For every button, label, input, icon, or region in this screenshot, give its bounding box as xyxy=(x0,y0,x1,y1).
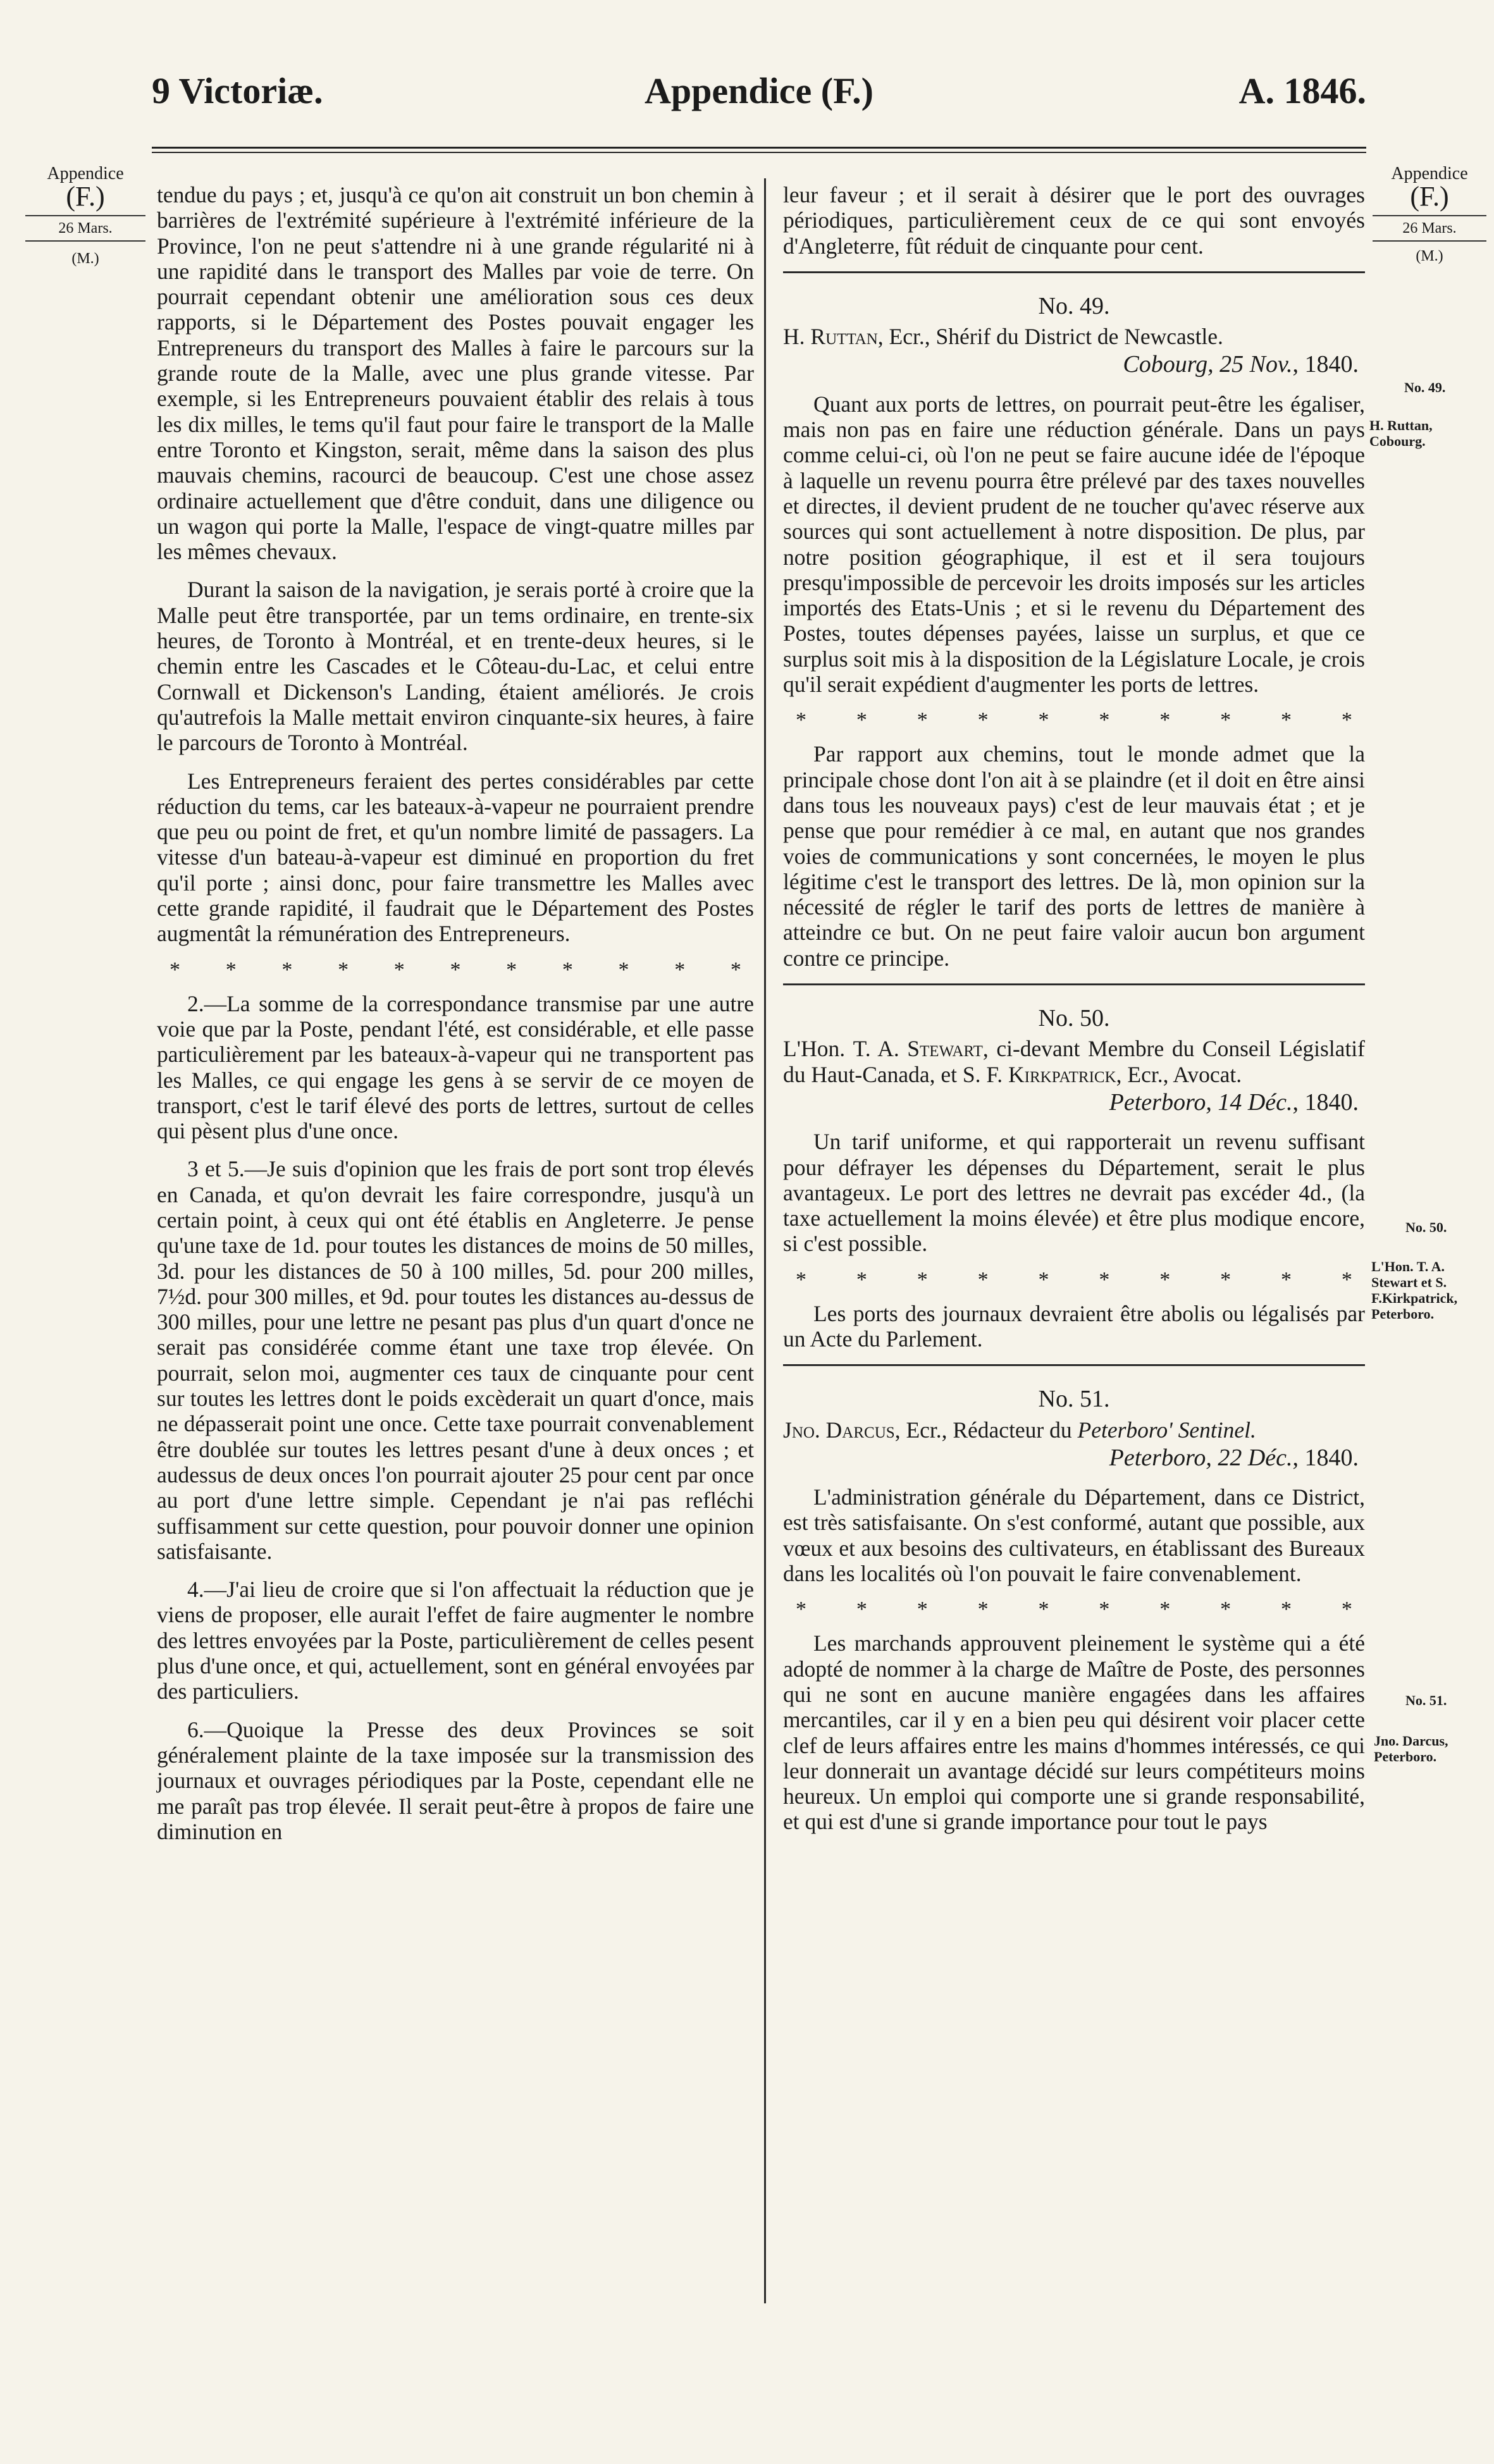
document-author: H. Ruttan, Ecr., Shérif du District de Newcastle. xyxy=(783,324,1223,350)
header-year: A. 1846. xyxy=(1238,70,1366,111)
column-divider xyxy=(764,178,766,2303)
header-volume: 9 Victoriæ. xyxy=(152,70,323,111)
paragraph: 4.—J'ai lieu de croire que si l'on affectuait la réduction que je viens de proposer, elle aurait l'effet de faire augmenter le nombre des lettres envoyées par la Poste, particulièrement de celles pesent plus d'une once, et qui, actuellement, sont en général envoyées par des particuliers. xyxy=(157,1577,754,1704)
paragraph: Durant la saison de la navigation, je serais porté à croire que la Malle peut être transportée, par un tems ordinaire, en trente-six heures, de Toronto à Montréal, et en trente-deux heures, si le chemin entre les Cascades et le Côteau-du-Lac, et celui entre Cornwall et Dickenson's Landing, étaient améliorés. Je crois qu'autrefois la Malle mettait environ cinquante-six heures, à faire le parcours de Toronto à Montréal. xyxy=(157,577,754,756)
side-note-no49-name: H. Ruttan, Cobourg. xyxy=(1369,417,1433,449)
header-rule-thin xyxy=(152,152,1366,153)
paragraph: 3 et 5.—Je suis d'opinion que les frais de port sont trop élevés en Canada, et qu'on devrait les faire correspondre, jusqu'à un certain point, à ceux qui ont été établis en Angleterre. Je pense qu'une taxe de 1d. pour toutes les distances de moins de 50 milles, 3d. pour les distances de 50 à 100 milles, 5d. pour 200 milles, 7½d. pour 300 milles, et 9d. pour toutes les distances au-dessus de 300 milles, pour une lettre ne pesant pas plus d'un quart d'once ne serait pas considérée comme étant une taxe trop élevée. On pourrait, selon moi, augmenter ces taux de cinquante pour cent sur toutes les lettres dont le poids excèderait un quart d'once, mais ne dépasserait point une once. Cette taxe pourrait convenablement être doublée sur toutes les lettres pesant d'une à deux onces ; et audessus de deux onces l'on pourrait ajouter 25 pour cent par once au port d'une lettre simple. Cependant je n'ai pas refléchi suffisamment sur cette question, pour pouvoir donner une opinion satisfaisante. xyxy=(157,1156,754,1564)
paragraph: 2.—La somme de la correspondance transmise par une autre voie que par la Poste, pendant l'été, est considérable, et elle passe particulièrement par les bateaux-à-vapeur qui ne transportent pas les Malles, ce qui engage les gens à se servir de ce moyen de transport, c'est le tarif élevé des ports de lettres, surtout de celles qui pèsent plus d'une once. xyxy=(157,990,754,1144)
side-note-no51-name: Jno. Darcus, Peterboro. xyxy=(1374,1733,1448,1765)
right-column xyxy=(783,182,1365,1847)
asterisk-separator: * * * * * * * * * * xyxy=(796,708,1352,732)
header-rule-thick xyxy=(152,147,1366,149)
paragraph: Les ports des journaux devraient être abolis ou légalisés par un Acte du Parlement. xyxy=(783,1300,1365,1352)
asterisk-separator: * * * * * * * * * * xyxy=(796,1267,1352,1291)
paragraph: 6.—Quoique la Presse des deux Provinces se soit généralement plainte de la taxe imposée sur la transmission des journaux et ouvrages périodiques par la Poste, cependant elle ne me paraît pas trop élevée. Il serait peut-être à propos de faire une diminution en xyxy=(157,1716,754,1844)
document-number: No. 50. xyxy=(1038,1005,1110,1032)
left-margin-code: (M.) xyxy=(71,250,99,267)
section-rule xyxy=(783,1364,1365,1366)
side-note-no50-name: L'Hon. T. A. Stewart et S. F.Kirkpatrick, Peterboro. xyxy=(1371,1259,1458,1322)
right-margin-rule xyxy=(1373,240,1486,242)
right-margin-note xyxy=(1373,166,1486,264)
paragraph: Quant aux ports de lettres, on pourrait peut-être les égaliser, mais non pas en faire une réduction générale. Dans un pays comme celui-ci, où l'on ne peut se faire aucune idée de l'époque à laquelle un revenu pourra être prélevé par des taxes nouvelles et directes, il devient prudent de ne toucher qu'avec réserve aux sources qui sont actuellement à notre disposition. De plus, par notre position géographique, il est et il sera toujours presqu'impossible de percevoir les droits imposés sur les articles importés des Etats-Unis ; et si le revenu du Département des Postes, toutes dépenses payées, laisse un surplus, et que ce surplus soit mis à la disposition de la Législature Locale, je crois qu'il serait expédient d'augmenter les ports de lettres. xyxy=(783,391,1365,698)
paragraph: tendue du pays ; et, jusqu'à ce qu'on ait construit un bon chemin à barrières de l'extrémité supérieure à l'extrémité inférieure de la Province, l'on ne peut s'attendre ni à une grande régularité ni à une rapidité dans le transport des Malles par voie de terre. On pourrait cependant obtenir une amélioration sous ces deux rapports, si le Département des Postes pouvait engager les Entrepreneurs du transport des Malles à faire le parcours sur la grande route de la Malle, avec une plus grande vitesse. Par exemple, si les Entrepreneurs pouvaient établir des relais à tous les dix milles, le tems qu'il faut pour faire le transport de la Malle entre Toronto et Kingston, serait, même dans la saison des plus mauvais chemins, racourci de beaucoup. C'est une chose assez ordinaire actuellement que d'être conduit, dans une diligence ou un wagon qui porte la Malle, l'espace de vingt-quatre milles par les mêmes chevaux. xyxy=(157,182,754,565)
document-number: No. 51. xyxy=(1038,1386,1110,1413)
paragraph: Un tarif uniforme, et qui rapporterait un revenu suffisant pour défrayer les dépenses du Département, serait le plus avantageux. Le port des lettres ne devrait pas excéder 4d., (la taxe actuellement la moins élevée) et être plus modique encore, si c'est possible. xyxy=(783,1129,1365,1257)
left-column xyxy=(157,182,754,1857)
paragraph: Les marchands approuvent pleinement le système qui a été adopté de nommer à la charge de Maître de Poste, des personnes qui ne sont en aucune manière engagées dans les affaires mercantiles, car il y en a bien peu qui désirent voir placer cette clef de leurs affaires entre les mains d'hommes intéressés, ce qui leur donnerait un avantage décidé sur leurs compétiteurs moins heureux. Un emploi qui comporte une si grande responsabilité, et qui est d'une si grande importance pour tout le pays xyxy=(783,1630,1365,1835)
paragraph: Les Entrepreneurs feraient des pertes considérables par cette réduction du tems, car les bateaux-à-vapeur ne pourraient prendre que peu ou point de fret, et qu'un nombre limité de passagers. La vitesse d'un bateau-à-vapeur est diminué en proportion du fret qu'il porte ; ainsi donc, pour faire transmettre les Malles avec cette grande rapidité, il faudrait que le Département des Postes augmentât la rémunération des Entrepreneurs. xyxy=(157,768,754,947)
asterisk-separator: * * * * * * * * * * * xyxy=(170,958,741,982)
section-rule xyxy=(783,983,1365,985)
header-title: Appendice (F.) xyxy=(645,70,874,111)
document-place-date: Cobourg, 25 Nov., 1840. xyxy=(1123,351,1359,378)
right-margin-rule xyxy=(1373,215,1486,216)
right-margin-code: (M.) xyxy=(1416,248,1443,264)
paragraph: Par rapport aux chemins, tout le monde admet que la principale chose dont l'on ait à se plaindre (et il doit en être ainsi dans tous les nouveaux pays) c'est de leur mauvais état ; et je pense que pour remédier à ce mal, en autant que nos grandes voies de communications y sont concernées, le moyen le plus légitime c'est le transport des lettres. De là, mon opinion sur la nécessité de régler le tarif des ports de lettres de manière à atteindre ce but. On ne peut faire valoir aucun bon argument contre ce principe. xyxy=(783,741,1365,971)
paragraph: leur faveur ; et il serait à désirer que le port des ouvrages périodiques, particulièrement ceux de ce qui sont envoyés d'Angleterre, fût réduit de cinquante pour cent. xyxy=(783,182,1365,259)
document-place-date: Peterboro, 14 Déc., 1840. xyxy=(1109,1088,1359,1116)
left-margin-title: Appendice xyxy=(47,164,124,183)
paragraph: L'administration générale du Département, dans ce District, est très satisfaisante. On s'est conformé, autant que possible, aux vœux et aux besoins des cultivateurs, en établissant des Bureaux dans les localités où l'on pouvait le faire convenablement. xyxy=(783,1484,1365,1587)
left-margin-rule xyxy=(25,215,145,216)
left-margin-note xyxy=(25,166,145,267)
side-note-no49-num: No. 49. xyxy=(1404,379,1446,395)
document-place-date: Peterboro, 22 Déc., 1840. xyxy=(1109,1444,1359,1471)
running-header xyxy=(152,70,1366,120)
document-author: L'Hon. T. A. Stewart, ci-devant Membre du Conseil Législatif du Haut-Canada, et S. F. Kirkpatrick, Ecr., Avocat. xyxy=(783,1036,1365,1087)
right-margin-title: Appendice xyxy=(1391,164,1468,183)
document-author: Jno. Darcus, Ecr., Rédacteur du Peterboro' Sentinel. xyxy=(783,1417,1256,1443)
document-number: No. 49. xyxy=(1038,292,1110,319)
section-rule xyxy=(783,271,1365,273)
side-note-no51-num: No. 51. xyxy=(1405,1692,1447,1708)
right-margin-date: 26 Mars. xyxy=(1402,220,1457,237)
asterisk-separator: * * * * * * * * * * xyxy=(796,1598,1352,1622)
side-note-no50-num: No. 50. xyxy=(1405,1219,1447,1235)
left-margin-letter: (F.) xyxy=(66,181,105,212)
left-margin-date: 26 Mars. xyxy=(58,220,113,237)
right-margin-letter: (F.) xyxy=(1410,181,1449,212)
left-margin-rule xyxy=(25,240,145,242)
